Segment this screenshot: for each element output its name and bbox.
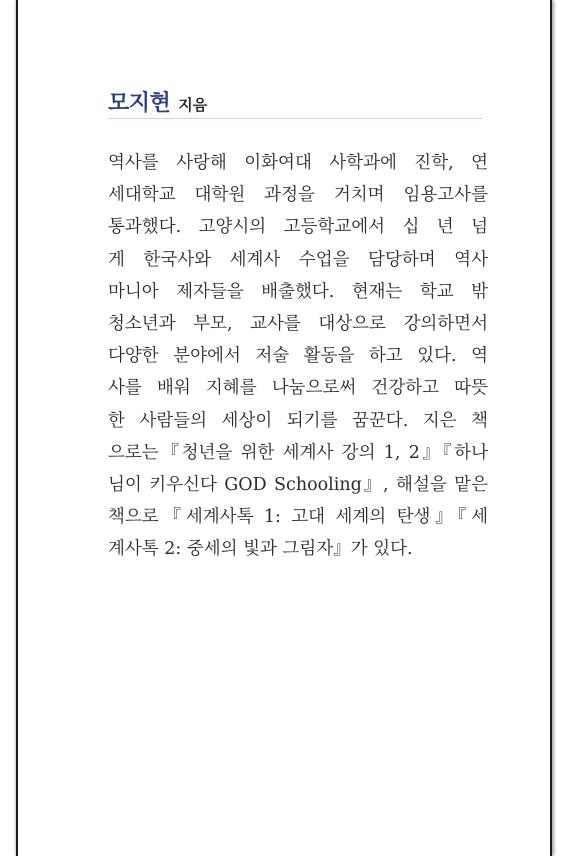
bio-line: 으로는『청년을 위한 세계사 강의 1, 2』『하나: [108, 442, 488, 463]
header-divider: [108, 118, 482, 119]
book-page: [16, 0, 552, 856]
author-header: [108, 86, 207, 117]
bio-line: 청소년과 부모, 교사를 대상으로 강의하면서: [108, 314, 488, 335]
bio-line: 다양한 분야에서 저술 활동을 하고 있다. 역: [108, 346, 488, 367]
bio-line: 계사톡 2: 중세의 빛과 그림자』가 있다.: [108, 539, 413, 560]
bio-line: 게 한국사와 세계사 수업을 담당하며 역사: [108, 249, 488, 270]
bio-line: 통과했다. 고양시의 고등학교에서 십 년 넘: [108, 217, 488, 238]
author-name: 모지현: [108, 91, 171, 116]
bio-line: 세대학교 대학원 과정을 거치며 임용고사를: [108, 185, 488, 206]
bio-line: 마니아 제자들을 배출했다. 현재는 학교 밖: [108, 281, 488, 302]
bio-line: 책으로『세계사톡 1: 고대 세계의 탄생』『세: [108, 507, 488, 528]
bio-line: 님이 키우신다 GOD Schooling』, 해설을 맡은: [108, 475, 488, 496]
bio-line: 역사를 사랑해 이화여대 사학과에 진학, 연: [108, 153, 488, 173]
author-bio: [108, 147, 488, 566]
bio-line: 사를 배워 지혜를 나눔으로써 건강하고 따뜻: [108, 378, 488, 399]
author-role: 지음: [178, 96, 208, 114]
bio-line: 한 사람들의 세상이 되기를 꿈꾼다. 지은 책: [108, 410, 488, 431]
